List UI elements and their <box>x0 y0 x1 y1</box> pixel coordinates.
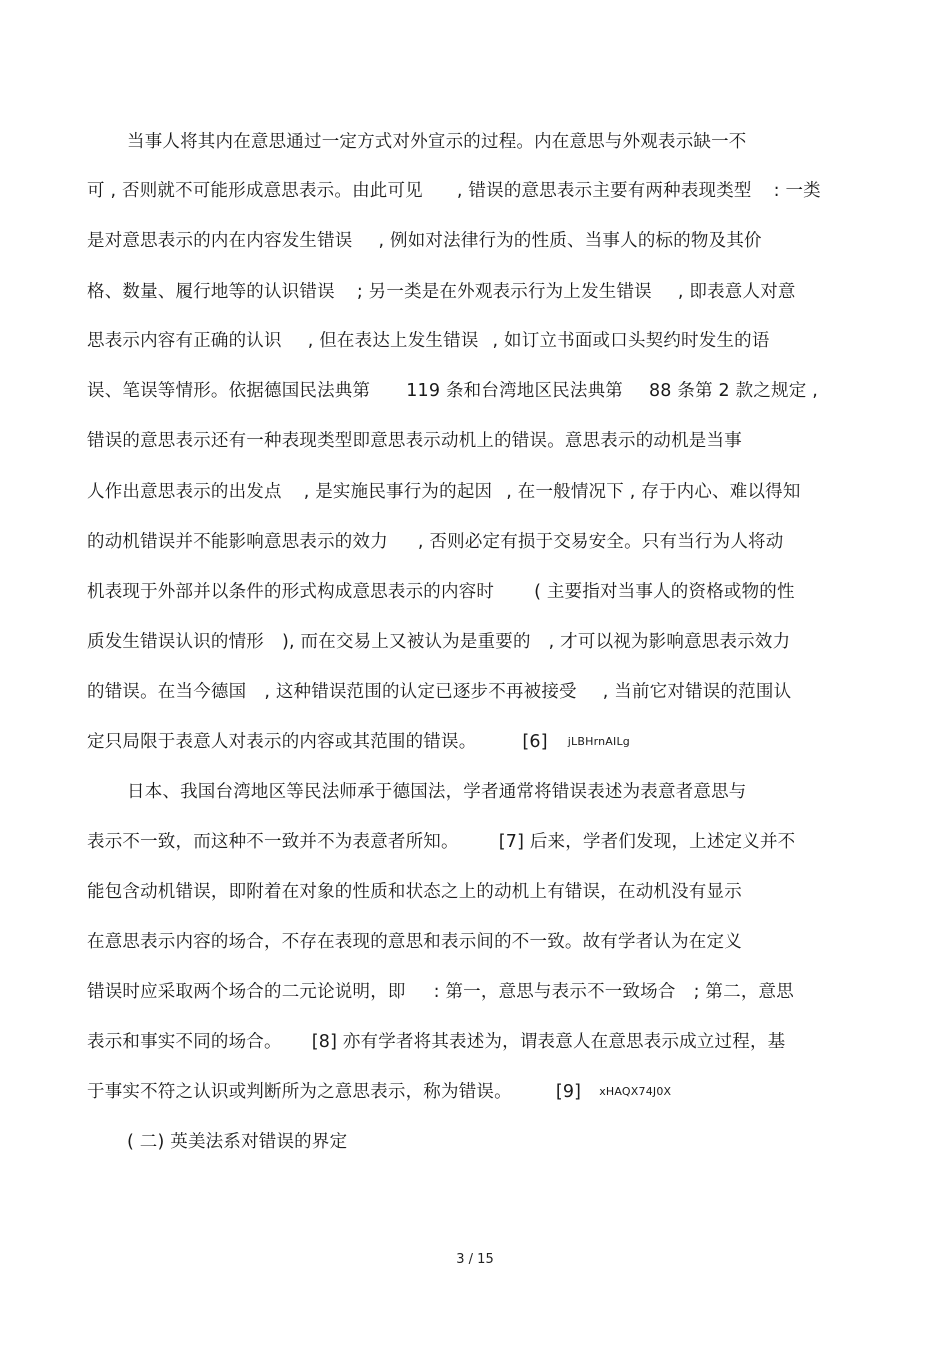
text-line <box>87 279 796 305</box>
text-run: , 错误的意思表示主要有两种表现类型 <box>456 181 752 201</box>
text-run: 的动机错误并不能影响意思表示的效力 <box>87 532 388 552</box>
text-line <box>87 579 795 605</box>
text-run: 表示和事实不同的场合。 <box>87 1032 282 1052</box>
text-run: , 例如对法律行为的性质、当事人的标的物及其价 <box>378 231 762 251</box>
text-line <box>87 228 762 254</box>
section-heading <box>127 1129 347 1155</box>
text-line <box>87 1079 671 1105</box>
text-line <box>87 328 770 354</box>
watermark-code: jLBHrnAILg <box>567 735 630 748</box>
text-run: 人作出意思表示的出发点 <box>87 482 282 502</box>
text-line <box>87 629 790 655</box>
text-run: 的错误。在当今德国 <box>87 682 247 702</box>
text-run: 88 条第 2 款之规定 , <box>648 381 818 401</box>
text-line <box>87 529 783 555</box>
text-line <box>87 729 630 755</box>
text-line <box>87 679 791 705</box>
text-run: 可 , 否则就不可能形成意思表示。由此可见 <box>87 181 423 201</box>
text-run: [7] 后来，学者们发现，上述定义并不 <box>498 832 796 852</box>
text-run: 在意思表示内容的场合，不存在表现的意思和表示间的不一致。故有学者认为在定义 <box>87 932 742 952</box>
text-run: , 当前它对错误的范围认 <box>602 682 792 702</box>
text-run: 误、笔误等情形。依据德国民法典第 <box>87 381 371 401</box>
text-run: , 如订立书面或口头契约时发生的语 <box>492 331 770 351</box>
text-run: 错误的意思表示还有一种表现类型即意思表示动机上的错误。意思表示的动机是当事 <box>87 431 742 451</box>
text-run: 错误时应采取两个场合的二元论说明，即 <box>87 982 406 1002</box>
text-line <box>87 428 742 454</box>
footnote-ref: [6] <box>522 732 548 752</box>
text-run: ), 而在交易上又被认为是重要的 <box>282 632 531 652</box>
text-line <box>87 979 794 1005</box>
text-run: , 在一般情况下 , 存于内心、难以得知 <box>506 482 801 502</box>
text-run: , 即表意人对意 <box>677 282 796 302</box>
text-line <box>87 479 801 505</box>
text-run: 格、数量、履行地等的认识错误 <box>87 282 335 302</box>
text-run: ( 主要指对当事人的资格或物的性 <box>534 582 795 602</box>
text-run: 于事实不符之认识或判断所为之意思表示，称为错误。 <box>87 1082 512 1102</box>
text-line <box>87 178 821 204</box>
text-run: ; 另一类是在外观表示行为上发生错误 <box>356 282 652 302</box>
text-line <box>127 129 747 155</box>
text-line <box>87 879 742 905</box>
footnote-ref: [9] <box>555 1082 582 1102</box>
text-line <box>87 1029 785 1055</box>
text-run: [8] 亦有学者将其表述为，谓表意人在意思表示成立过程，基 <box>311 1032 786 1052</box>
text-run: 定只局限于表意人对表示的内容或其范围的错误。 <box>87 732 477 752</box>
text-line <box>127 779 747 805</box>
text-line <box>87 829 795 855</box>
text-run: 能包含动机错误，即附着在对象的性质和状态之上的动机上有错误，在动机没有显示 <box>87 882 742 902</box>
text-run: ; 第二，意思 <box>693 982 794 1002</box>
text-run: 是对意思表示的内在内容发生错误 <box>87 231 353 251</box>
text-run: 119 条和台湾地区民法典第 <box>406 381 623 401</box>
text-run: , 否则必定有损于交易安全。只有当行为人将动 <box>417 532 784 552</box>
text-run: 质发生错误认识的情形 <box>87 632 264 652</box>
watermark-code: xHAQX74J0X <box>599 1085 672 1098</box>
text-run: , 但在表达上发生错误 <box>307 331 479 351</box>
text-run: 日本、我国台湾地区等民法师承于德国法，学者通常将错误表述为表意者意思与 <box>127 782 747 802</box>
text-run: 表示不一致，而这种不一致并不为表意者所知。 <box>87 832 459 852</box>
text-run: 机表现于外部并以条件的形式构成意思表示的内容时 <box>87 582 495 602</box>
text-run: , 这种错误范围的认定已逐步不再被接受 <box>264 682 577 702</box>
text-run: , 才可以视为影响意思表示效力 <box>548 632 791 652</box>
text-line <box>87 929 742 955</box>
page-number: 3 / 15 <box>456 1252 494 1267</box>
text-run: 思表示内容有正确的认识 <box>87 331 282 351</box>
text-line <box>87 378 818 404</box>
section-heading-text: ( 二) 英美法系对错误的界定 <box>127 1132 348 1152</box>
text-run: : 一类 <box>773 181 821 201</box>
text-run: : 第一，意思与表示不一致场合 <box>433 982 676 1002</box>
text-run: , 是实施民事行为的起因 <box>303 482 493 502</box>
text-run: 当事人将其内在意思通过一定方式对外宣示的过程。内在意思与外观表示缺一不 <box>127 132 747 152</box>
